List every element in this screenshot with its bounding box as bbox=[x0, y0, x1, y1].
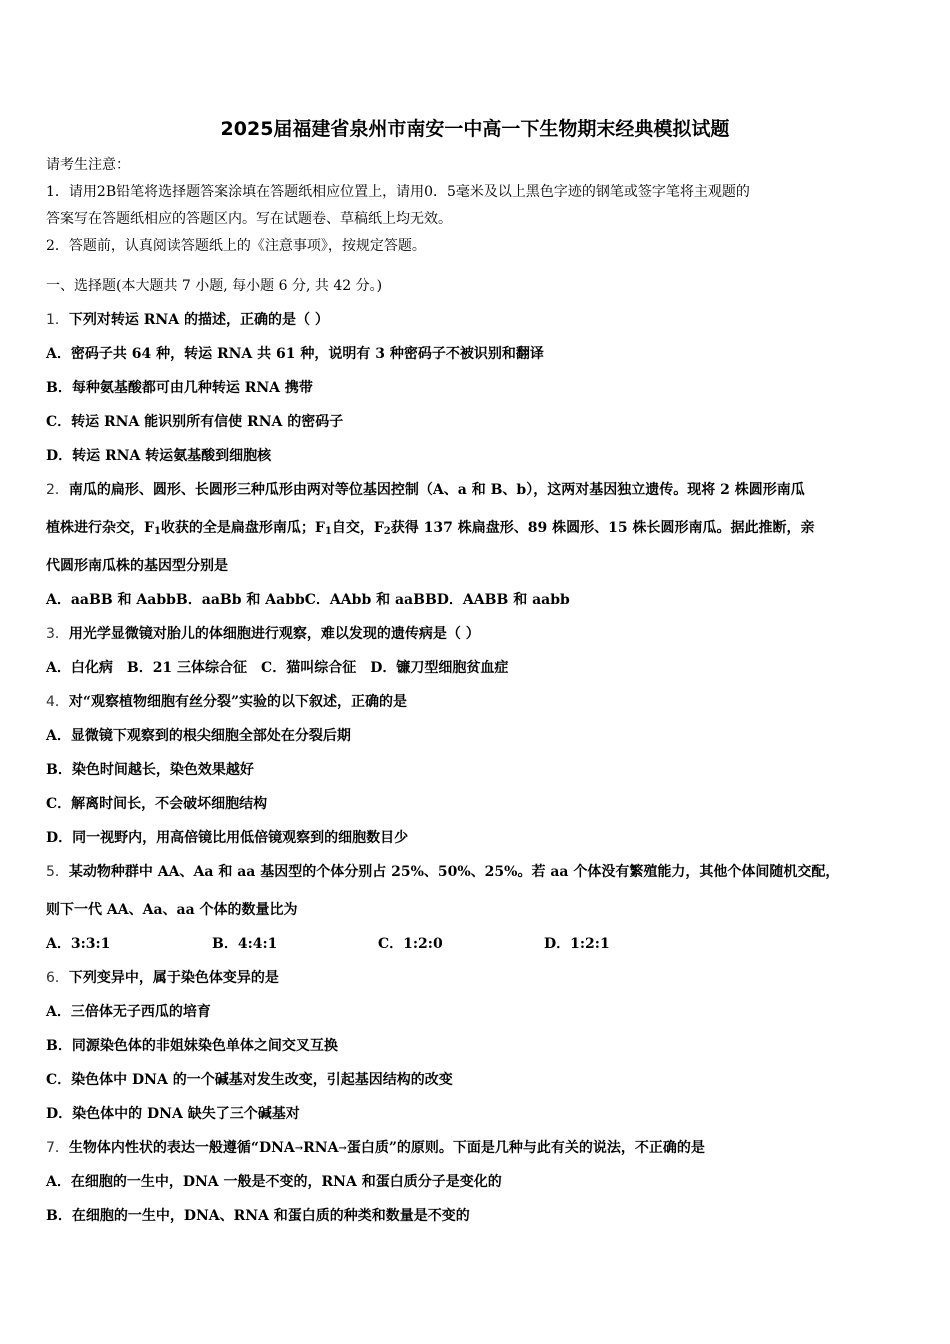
question-7-text-segment: RNA bbox=[303, 1140, 339, 1156]
question-5-stem-line-1 bbox=[46, 860, 916, 898]
question-2-text-segment: 植株进行杂交，F bbox=[46, 520, 154, 536]
question-7-option-b: B．在细胞的一生中，DNA、RNA 和蛋白质的种类和数量是不变的 bbox=[46, 1208, 470, 1224]
question-2-stem-line-1 bbox=[46, 478, 916, 516]
arrow-icon: → bbox=[294, 1143, 304, 1154]
question-content bbox=[46, 274, 916, 1238]
question-5-option-b: B．4:4:1 bbox=[212, 936, 278, 952]
question-2-text-segment: 收获的全是扁盘形南瓜；F bbox=[160, 520, 325, 536]
question-2-text-line-1: 南瓜的扁形、圆形、长圆形三种瓜形由两对等位基因控制（A、a 和 B、b），这两对基因独立遗传。现将 2 株圆形南瓜 bbox=[68, 482, 805, 498]
question-6-text: 下列变异中，属于染色体变异的是 bbox=[68, 970, 279, 986]
question-1-option-c: C．转运 RNA 能识别所有信使 RNA 的密码子 bbox=[46, 414, 344, 430]
question-5-text-line-1: 某动物种群中 AA、Aa 和 aa 基因型的个体分别占 25%、50%、25%。若 aa 个体没有繁殖能力，其他个体间随机交配， bbox=[68, 864, 840, 880]
question-1-number: 1． bbox=[46, 312, 69, 328]
question-7-text bbox=[69, 1140, 705, 1156]
question-4-option-b: B．染色时间越长，染色效果越好 bbox=[46, 762, 254, 778]
question-4-text: 对“观察植物细胞有丝分裂”实验的以下叙述，正确的是 bbox=[68, 694, 408, 710]
question-3-text: 用光学显微镜对胎儿的体细胞进行观察，难以发现的遗传病是（ ） bbox=[68, 626, 480, 642]
question-6-number: 6． bbox=[46, 970, 69, 986]
question-1-option-a: A．密码子共 64 种，转运 RNA 共 61 种，说明有 3 种密码子不被识别和翻译 bbox=[46, 346, 544, 362]
question-6-option-d: D．染色体中的 DNA 缺失了三个碱基对 bbox=[46, 1106, 300, 1122]
question-3-number: 3． bbox=[46, 626, 69, 642]
question-4-stem bbox=[46, 690, 916, 724]
question-6-option-c: C．染色体中 DNA 的一个碱基对发生改变，引起基因结构的改变 bbox=[46, 1072, 453, 1088]
question-1-option-b: B．每种氨基酸都可由几种转运 RNA 携带 bbox=[46, 380, 313, 396]
question-1-option-d: D．转运 RNA 转运氨基酸到细胞核 bbox=[46, 448, 272, 464]
question-5-options bbox=[46, 932, 916, 966]
question-3-stem bbox=[46, 622, 916, 656]
question-7-number: 7． bbox=[46, 1140, 69, 1156]
question-7-text-segment: 蛋白质”的原则。下面是几种与此有关的说法，不正确的是 bbox=[346, 1140, 705, 1156]
question-2-options: A．aaBB 和 AabbB．aaBb 和 AabbC．AAbb 和 aaBBD．AABB 和 aabb bbox=[46, 592, 570, 608]
question-6-stem bbox=[46, 966, 916, 1000]
question-6-option-a: A．三倍体无子西瓜的培育 bbox=[46, 1004, 211, 1020]
question-6-option-b: B．同源染色体的非姐妹染色单体之间交叉互换 bbox=[46, 1038, 338, 1054]
question-7-option-a: A．在细胞的一生中，DNA 一般是不变的，RNA 和蛋白质分子是变化的 bbox=[46, 1174, 502, 1190]
question-3-options: A．白化病 B．21 三体综合征 C．猫叫综合征 D．镰刀型细胞贫血症 bbox=[46, 660, 509, 676]
question-1-text: 下列对转运 RNA 的描述，正确的是（ ） bbox=[68, 312, 329, 328]
question-5-option-c: C．1:2:0 bbox=[378, 936, 443, 952]
question-5-option-a: A．3:3:1 bbox=[46, 936, 111, 952]
question-5-number: 5． bbox=[46, 864, 69, 880]
notice-item-1-line-1: 1．请用2B铅笔将选择题答案涂填在答题纸相应位置上，请用0．5毫米及以上黑色字迹的钢笔或签字笔将主观题的 bbox=[46, 184, 750, 200]
page-title: 2025届福建省泉州市南安一中高一下生物期末经典模拟试题 bbox=[220, 118, 730, 140]
question-5-stem-line-2: 则下一代 AA、Aa、aa 个体的数量比为 bbox=[46, 902, 298, 918]
question-7-text-segment: 生物体内性状的表达一般遵循“DNA bbox=[68, 1140, 295, 1156]
subscript: 2 bbox=[383, 526, 391, 537]
subscript: 1 bbox=[324, 526, 332, 537]
question-4-option-d: D．同一视野内，用高倍镜比用低倍镜观察到的细胞数目少 bbox=[46, 830, 409, 846]
section-heading: 一、选择题(本大题共 7 小题, 每小题 6 分, 共 42 分。) bbox=[46, 278, 383, 294]
question-2-stem-line-2 bbox=[46, 516, 916, 554]
question-4-option-c: C．解离时间长，不会破坏细胞结构 bbox=[46, 796, 268, 812]
notice-heading: 请考生注意： bbox=[46, 157, 130, 173]
question-2-stem-line-3: 代圆形南瓜株的基因型分别是 bbox=[46, 558, 228, 574]
question-1-stem bbox=[46, 308, 916, 342]
question-5-option-d: D．1:2:1 bbox=[544, 936, 610, 952]
notice-block bbox=[46, 152, 906, 260]
question-4-option-a: A．显微镜下观察到的根尖细胞全部处在分裂后期 bbox=[46, 728, 351, 744]
question-4-number: 4． bbox=[46, 694, 69, 710]
subscript: 1 bbox=[153, 526, 161, 537]
question-7-stem bbox=[46, 1136, 916, 1170]
notice-item-2: 2．答题前，认真阅读答题纸上的《注意事项》，按规定答题。 bbox=[46, 238, 426, 254]
question-2-text-segment: 自交，F bbox=[331, 520, 384, 536]
notice-item-1-line-2: 答案写在答题纸相应的答题区内。写在试题卷、草稿纸上均无效。 bbox=[46, 211, 452, 227]
arrow-icon: → bbox=[338, 1143, 347, 1154]
question-2-number: 2． bbox=[46, 482, 69, 498]
question-2-text-segment: 获得 137 株扁盘形、89 株圆形、15 株长圆形南瓜。据此推断，亲 bbox=[390, 520, 815, 536]
